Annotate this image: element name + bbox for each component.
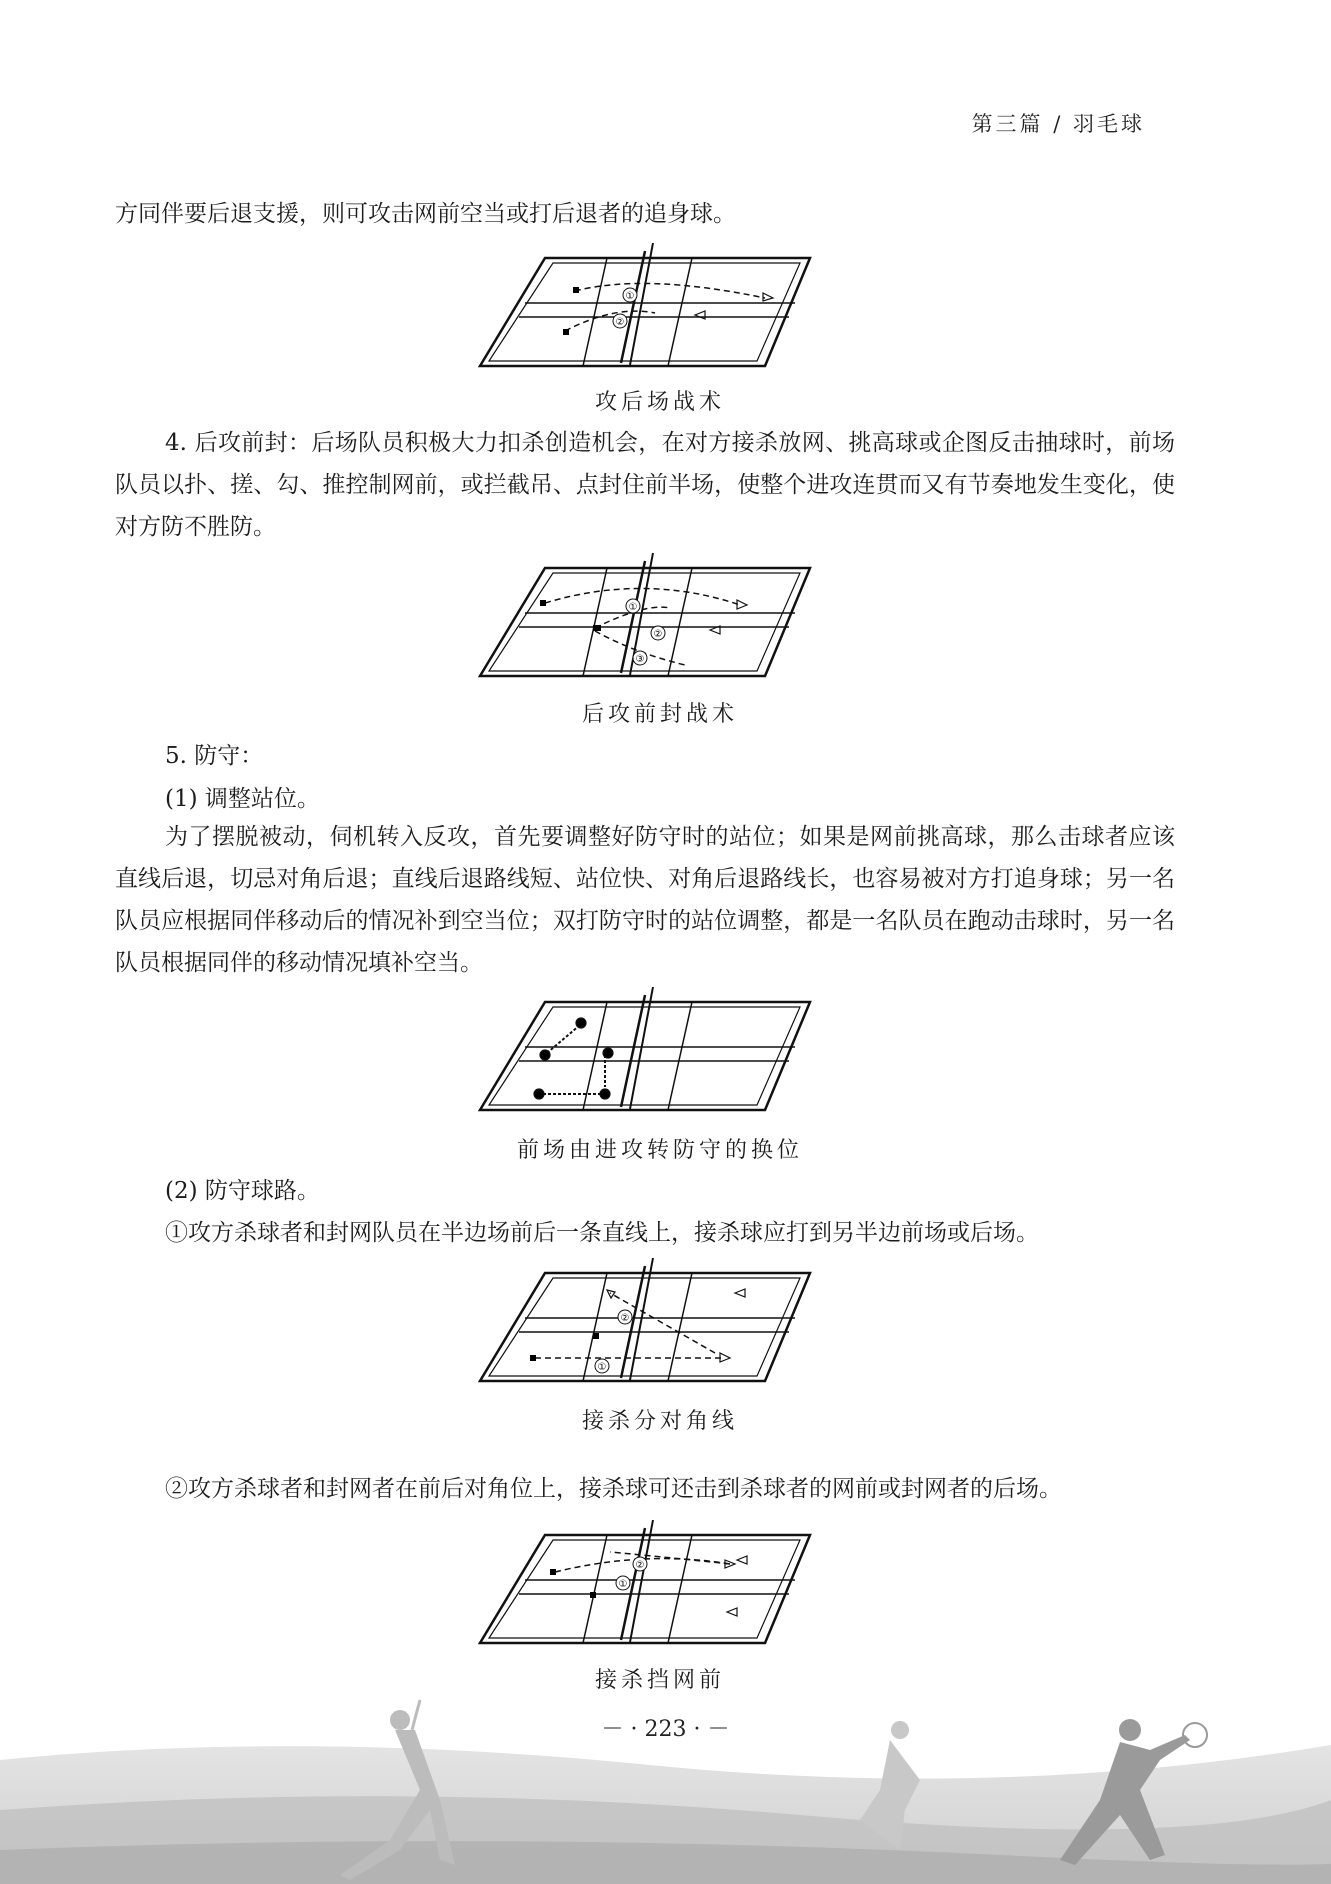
paragraph-continued: 方同伴要后退支援，则可攻击网前空当或打后退者的追身球。 — [115, 201, 736, 227]
marker-1: ① — [628, 602, 638, 613]
figure-caption-1: 攻后场战术 — [594, 390, 725, 415]
figure-caption-3: 前场由进攻转防守的换位 — [516, 1138, 803, 1163]
marker-3: ③ — [635, 654, 645, 665]
section-heading-defense: 5. 防守： — [165, 743, 264, 769]
marker-2: ② — [620, 1313, 630, 1324]
figure-caption-2: 后攻前封战术 — [581, 702, 738, 727]
court-diagram-rear-attack-front-seal — [475, 553, 815, 683]
running-header: 第三篇 / 羽毛球 — [971, 112, 1145, 136]
subsection-heading-returns: (2) 防守球路。 — [165, 1178, 320, 1204]
paragraph-rear-attack-front-seal: 4. 后攻前封：后场队员积极大力扣杀创造机会，在对方接杀放网、挑高球或企图反击抽球时，前场队员以扑、搓、勾、推控制网前，或拦截吊、点封住前半场，使整个进攻连贯而又有节奏地发生变化，使对方防不胜防。 — [115, 430, 1175, 540]
marker-2: ② — [615, 317, 625, 328]
paragraph-return-2: ②攻方杀球者和封网者在前后对角位上，接杀球可还击到杀球者的网前或封网者的后场。 — [165, 1476, 1062, 1502]
figure-caption-4: 接杀分对角线 — [581, 1409, 738, 1434]
court-diagram-block-net — [475, 1520, 815, 1650]
marker-1: ① — [597, 1362, 607, 1373]
marker-1: ① — [625, 291, 635, 302]
page-number: － · 223 · － — [601, 1717, 730, 1742]
marker-2: ② — [653, 629, 663, 640]
paragraph-positioning: 为了摆脱被动，伺机转入反攻，首先要调整好防守时的站位；如果是网前挑高球，那么击球者应该直线后退，切忌对角后退；直线后退路线短、站位快、对角后退路线长，也容易被对方打追身球；另一名队员应根据同伴移动后的情况补到空当位；双打防守时的站位调整，都是一名队员在跑动击球时，另一名队员根据同伴的移动情况填补空当。 — [115, 824, 1175, 976]
court-diagram-diagonal-return — [475, 1258, 815, 1388]
marker-2: ② — [635, 1560, 645, 1571]
marker-1: ① — [618, 1579, 628, 1590]
court-diagram-position-switch — [475, 987, 815, 1117]
subsection-heading-positioning: (1) 调整站位。 — [165, 786, 320, 812]
court-diagram-attack-backcourt — [475, 243, 815, 373]
paragraph-return-1: ①攻方杀球者和封网队员在半边场前后一条直线上，接杀球应打到另半边前场或后场。 — [165, 1220, 1039, 1246]
figure-caption-5: 接杀挡网前 — [594, 1668, 725, 1693]
